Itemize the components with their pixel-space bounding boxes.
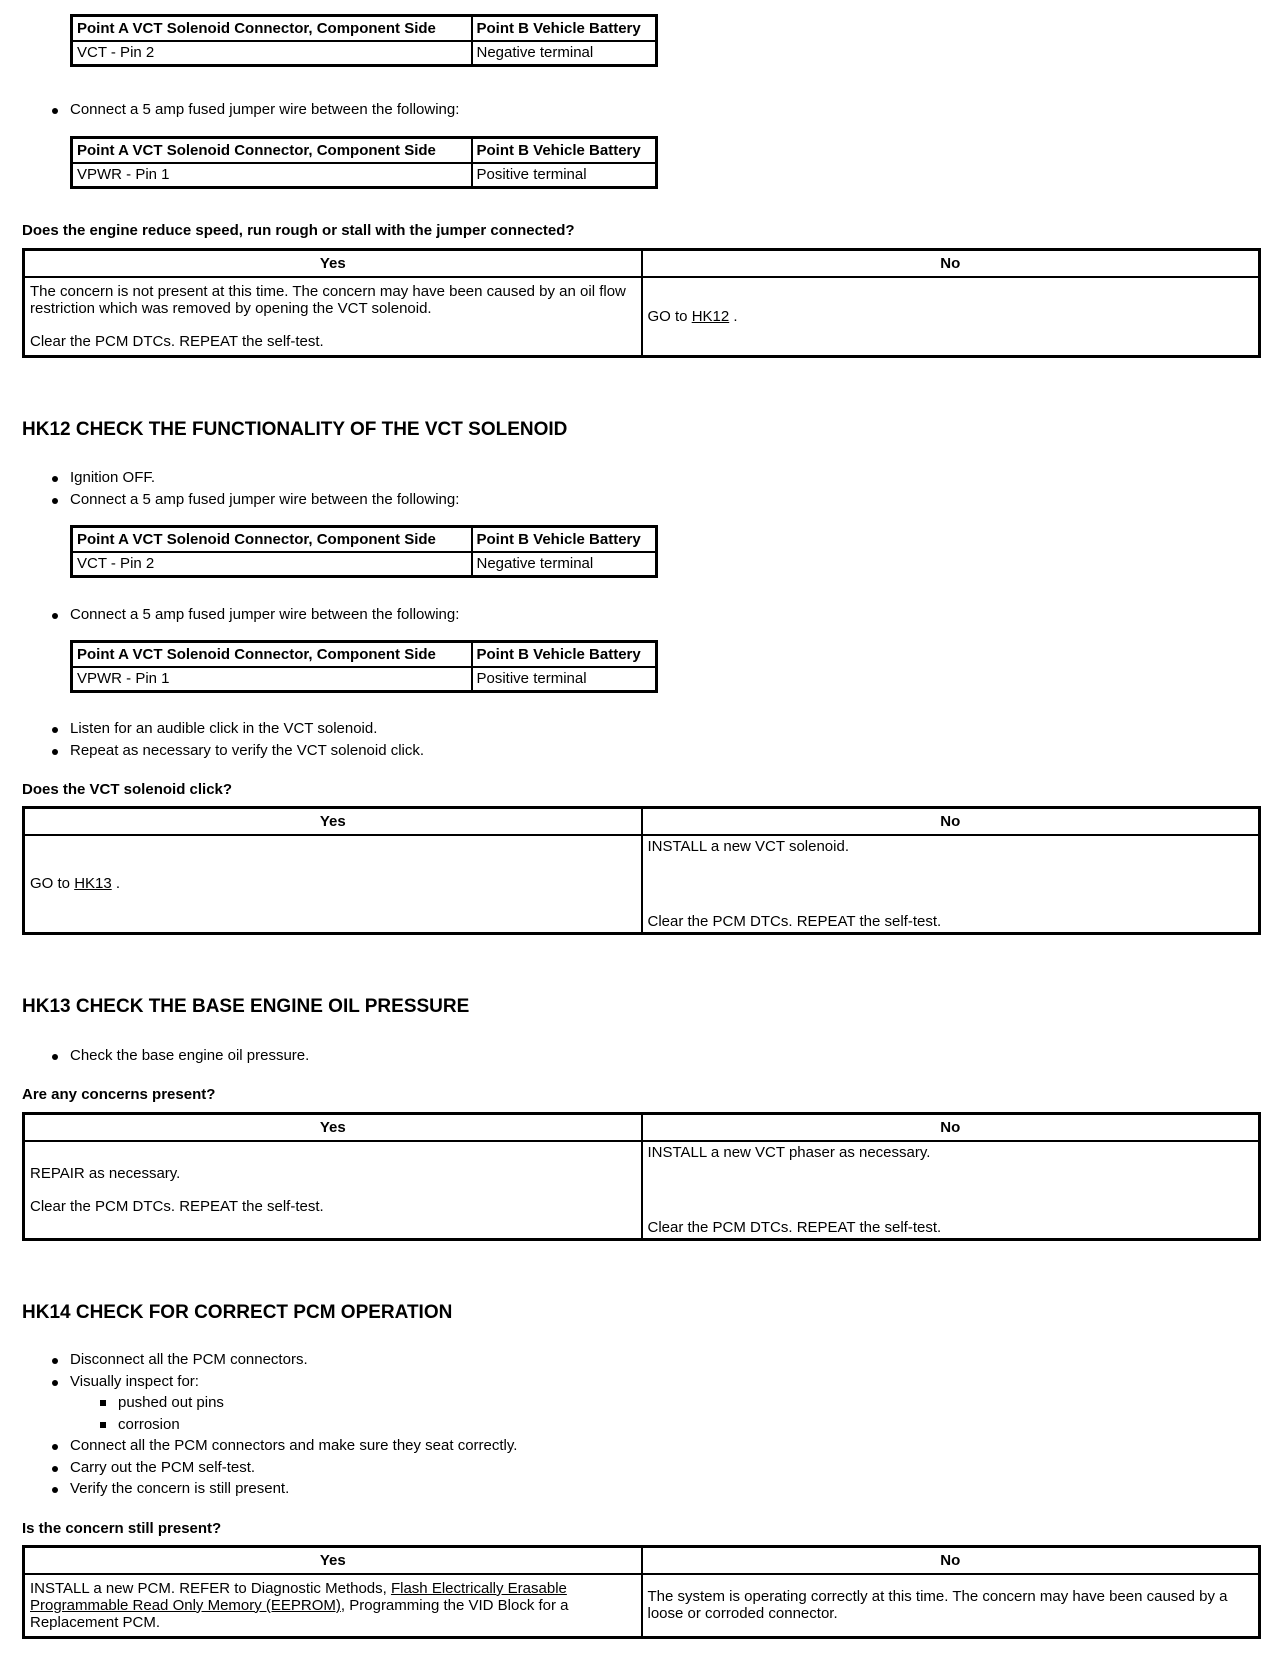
sub-item: corrosion — [48, 1414, 517, 1436]
no-text: INSTALL a new VCT phaser as necessary. — [647, 1143, 931, 1161]
sub-item: pushed out pins — [48, 1392, 517, 1414]
no-header: No — [642, 250, 1260, 277]
question-text: Are any concerns present? — [22, 1086, 216, 1103]
header-point-a: Point A VCT Solenoid Connector, Component Side — [72, 16, 472, 41]
cell-point-b: Negative terminal — [472, 41, 657, 66]
step-list — [48, 467, 459, 510]
result-table — [22, 248, 1261, 358]
step-list — [48, 718, 424, 761]
connector-table-vct — [70, 14, 658, 67]
result-table — [22, 1112, 1261, 1241]
header-point-b: Point B Vehicle Battery — [472, 16, 657, 41]
header-point-b: Point B Vehicle Battery — [472, 527, 657, 552]
step-list — [48, 1045, 309, 1067]
step-item: Connect a 5 amp fused jumper wire between the following: — [48, 99, 459, 121]
cell-point-a: VPWR - Pin 1 — [72, 667, 472, 692]
cell-point-b: Negative terminal — [472, 552, 657, 577]
header-point-a: Point A VCT Solenoid Connector, Component Side — [72, 527, 472, 552]
question-text: Does the VCT solenoid click? — [22, 781, 233, 798]
cell-point-b: Positive terminal — [472, 667, 657, 692]
no-header: No — [642, 1547, 1260, 1574]
section-heading-hk13: HK13 CHECK THE BASE ENGINE OIL PRESSURE — [22, 996, 470, 1017]
no-text: INSTALL a new VCT solenoid. — [647, 837, 849, 855]
section-heading-hk12: HK12 CHECK THE FUNCTIONALITY OF THE VCT SOLENOID — [22, 419, 568, 440]
step-item: Carry out the PCM self-test. — [48, 1457, 517, 1479]
no-text-2: Clear the PCM DTCs. REPEAT the self-test. — [647, 1219, 942, 1236]
connector-table-vpwr — [70, 640, 658, 693]
step-item: Connect a 5 amp fused jumper wire between the following: — [48, 489, 459, 511]
no-cell — [642, 835, 1260, 934]
yes-header: Yes — [24, 808, 642, 835]
header-point-b: Point B Vehicle Battery — [472, 138, 657, 163]
section-heading-hk14: HK14 CHECK FOR CORRECT PCM OPERATION — [22, 1302, 453, 1323]
yes-text-2: Clear the PCM DTCs. REPEAT the self-test. — [30, 332, 324, 350]
cell-point-a: VCT - Pin 2 — [72, 41, 472, 66]
cell-point-a: VCT - Pin 2 — [72, 552, 472, 577]
step-item: Connect all the PCM connectors and make sure they seat correctly. — [48, 1435, 517, 1457]
result-table — [22, 1545, 1261, 1639]
no-cell — [642, 1141, 1260, 1240]
yes-header: Yes — [24, 1114, 642, 1141]
step-item: Listen for an audible click in the VCT solenoid. — [48, 718, 424, 740]
step-item: Connect a 5 amp fused jumper wire between the following: — [48, 604, 459, 626]
header-point-a: Point A VCT Solenoid Connector, Component Side — [72, 138, 472, 163]
yes-text: REPAIR as necessary. — [30, 1164, 181, 1182]
step-item: Check the base engine oil pressure. — [48, 1045, 309, 1067]
connector-table-vct — [70, 525, 658, 578]
yes-cell: GO to HK13 . — [24, 835, 642, 934]
question-text: Does the engine reduce speed, run rough or stall with the jumper connected? — [22, 222, 575, 239]
no-cell: The system is operating correctly at this time. The concern may have been caused by a loose or corroded connector. — [642, 1574, 1260, 1638]
no-cell: GO to HK12 . — [642, 277, 1260, 357]
yes-text-2: Clear the PCM DTCs. REPEAT the self-test. — [30, 1197, 324, 1215]
eeprom-link[interactable]: Flash Electrically Erasable Programmable Read Only Memory (EEPROM) — [30, 1579, 567, 1614]
step-list — [48, 604, 459, 626]
question-text: Is the concern still present? — [22, 1520, 222, 1537]
yes-cell: INSTALL a new PCM. REFER to Diagnostic Methods, Flash Electrically Erasable Programmable Read Only Memory (EEPROM), Programming the VID Block for a Replacement PCM. — [24, 1574, 642, 1638]
yes-cell — [24, 277, 642, 357]
step-item: Verify the concern is still present. — [48, 1478, 517, 1500]
step-item: Repeat as necessary to verify the VCT solenoid click. — [48, 740, 424, 762]
header-point-b: Point B Vehicle Battery — [472, 642, 657, 667]
no-header: No — [642, 1114, 1260, 1141]
hk13-link[interactable]: HK13 — [74, 875, 112, 893]
yes-cell — [24, 1141, 642, 1240]
yes-header: Yes — [24, 1547, 642, 1574]
header-point-a: Point A VCT Solenoid Connector, Component Side — [72, 642, 472, 667]
result-table — [22, 806, 1261, 935]
cell-point-b: Positive terminal — [472, 163, 657, 188]
connector-table-vpwr — [70, 136, 658, 189]
step-item: Ignition OFF. — [48, 467, 459, 489]
yes-text: The concern is not present at this time. The concern may have been caused by an oil flow restriction which was removed by opening the VCT solenoid. — [30, 282, 626, 317]
cell-point-a: VPWR - Pin 1 — [72, 163, 472, 188]
step-item: Visually inspect for: — [48, 1371, 517, 1393]
step-list — [48, 1349, 517, 1500]
step-list — [48, 99, 459, 121]
no-header: No — [642, 808, 1260, 835]
hk12-link[interactable]: HK12 — [691, 307, 730, 325]
step-item: Disconnect all the PCM connectors. — [48, 1349, 517, 1371]
yes-header: Yes — [24, 250, 642, 277]
no-text-2: Clear the PCM DTCs. REPEAT the self-test. — [647, 913, 942, 930]
